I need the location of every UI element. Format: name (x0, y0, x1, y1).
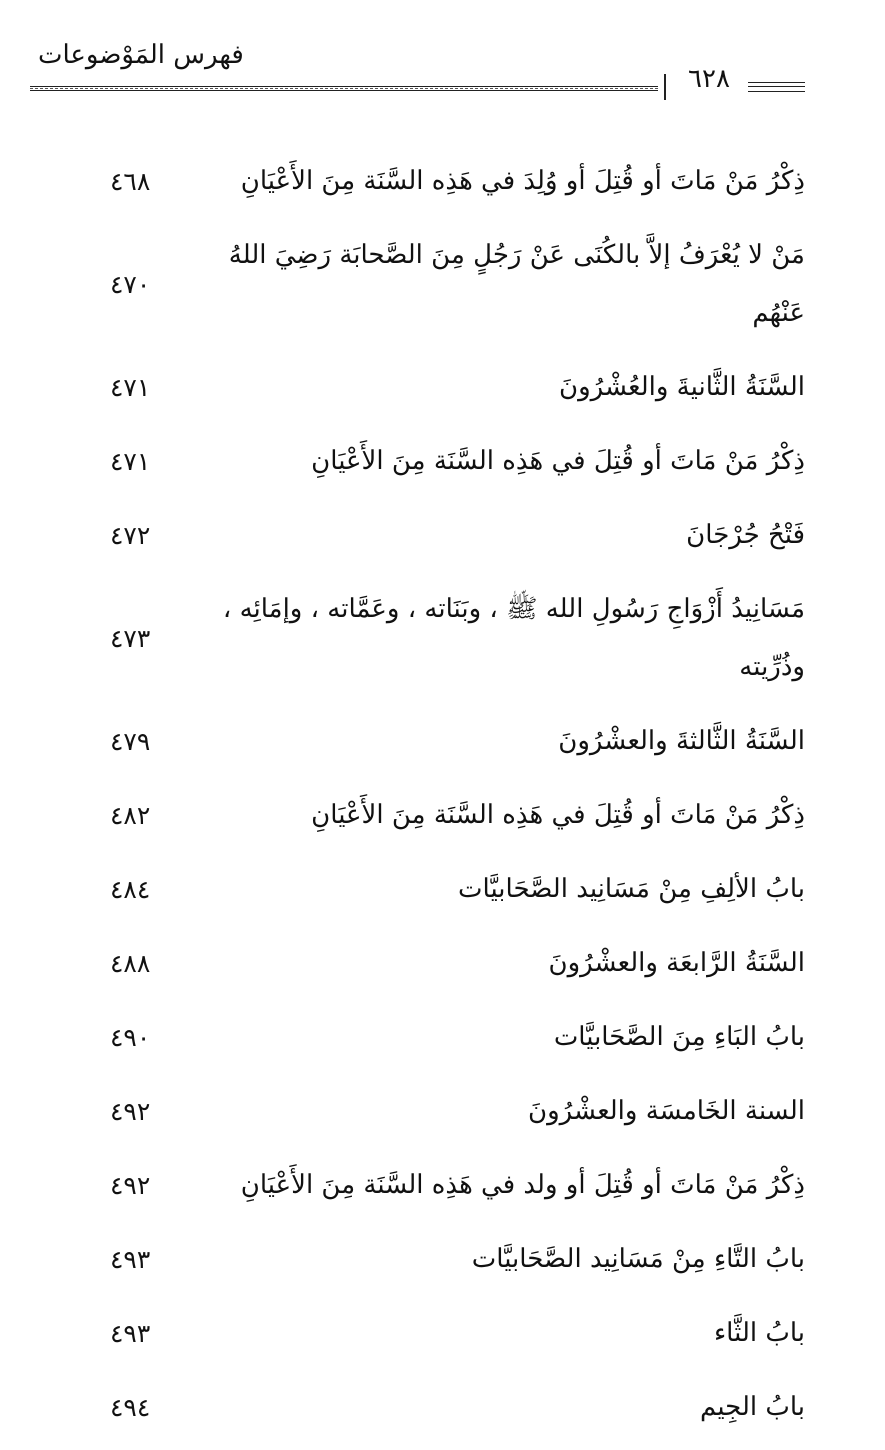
toc-entry (110, 710, 805, 772)
toc-title: بابُ الألِفِ مِنْ مَسَانِيد الصَّحَابيَّات (458, 874, 805, 904)
toc-entry (110, 1228, 805, 1290)
running-title: فهرس المَوْضوعات (38, 40, 244, 70)
toc-entry (110, 430, 805, 492)
toc-title: السَّنَةُ الثَّانيةَ والعُشْرُونَ (558, 372, 805, 402)
toc-title: مَنْ لا يُعْرَفُ إلاَّ بالكُنَى عَنْ رَجُلٍ مِنَ الصَّحابَة رَضِيَ اللهُ عَنْهُم (228, 240, 805, 328)
toc-page-number: ٤٧٢ (110, 520, 151, 550)
toc-page-number: ٤٧٠ (110, 269, 151, 299)
toc-page-number: ٤٨٤ (110, 874, 151, 904)
toc-title: السَّنَةُ الثَّالثةَ والعشْرُونَ (558, 726, 805, 756)
toc-entry (110, 858, 805, 920)
toc-page-number: ٤٩٠ (110, 1022, 151, 1052)
toc-entry (110, 150, 805, 212)
toc-entry (110, 356, 805, 418)
toc-page-number: ٤٧٩ (110, 726, 151, 756)
table-of-contents (110, 150, 805, 1450)
header-rule (30, 86, 658, 91)
toc-page-number: ٤٧١ (110, 446, 151, 476)
toc-page-number: ٤٧١ (110, 372, 151, 402)
toc-title: بابُ الجِيم (700, 1392, 805, 1422)
toc-entry (110, 932, 805, 994)
toc-page-number: ٤٧٣ (110, 623, 151, 653)
toc-page-number: ٤٩٣ (110, 1244, 151, 1274)
toc-title: ذِكْرُ مَنْ مَاتَ أو قُتِلَ أو ولد في هَذِه السَّنَة مِنَ الأَعْيَانِ (240, 1170, 805, 1200)
toc-entry (110, 1006, 805, 1068)
toc-entry (110, 1376, 805, 1438)
page-number: ٦٢٨ (688, 64, 730, 94)
toc-entry (110, 578, 805, 698)
toc-title: فَتْحُ جُرْجَانَ (686, 520, 805, 550)
toc-title: ذِكْرُ مَنْ مَاتَ أو قُتِلَ في هَذِه السَّنَة مِنَ الأَعْيَانِ (311, 800, 805, 830)
toc-page-number: ٤٦٨ (110, 166, 151, 196)
header-rule-right (748, 82, 805, 92)
toc-page-number: ٤٨٢ (110, 800, 151, 830)
header-divider (664, 74, 666, 100)
toc-title: السَّنَةُ الرَّابعَة والعشْرُونَ (548, 948, 805, 978)
toc-entry (110, 1302, 805, 1364)
toc-page-number: ٤٩٢ (110, 1096, 151, 1126)
toc-entry (110, 784, 805, 846)
toc-title: ذِكْرُ مَنْ مَاتَ أو قُتِلَ في هَذِه السَّنَة مِنَ الأَعْيَانِ (311, 446, 805, 476)
page-header (30, 38, 805, 98)
toc-title: بابُ الثَّاء (713, 1318, 805, 1348)
toc-page-number: ٤٨٨ (110, 948, 151, 978)
toc-title: بابُ البَاءِ مِنَ الصَّحَابيَّات (553, 1022, 805, 1052)
toc-entry (110, 1080, 805, 1142)
toc-title: السنة الخَامسَة والعشْرُونَ (528, 1096, 805, 1126)
toc-entry (110, 224, 805, 344)
toc-entry (110, 1154, 805, 1216)
toc-entry (110, 504, 805, 566)
toc-page-number: ٤٩٤ (110, 1392, 151, 1422)
toc-title: مَسَانِيدُ أَزْوَاجِ رَسُولِ الله ﷺ ، وبَنَاته ، وعَمَّاته ، وإمَائِه ، وذُرِّيته (222, 594, 805, 682)
toc-page-number: ٤٩٢ (110, 1170, 151, 1200)
toc-page-number: ٤٩٣ (110, 1318, 151, 1348)
toc-title: ذِكْرُ مَنْ مَاتَ أو قُتِلَ أو وُلِدَ في هَذِه السَّنَة مِنَ الأَعْيَانِ (240, 166, 805, 196)
toc-title: بابُ التَّاءِ مِنْ مَسَانِيد الصَّحَابيَّات (471, 1244, 805, 1274)
